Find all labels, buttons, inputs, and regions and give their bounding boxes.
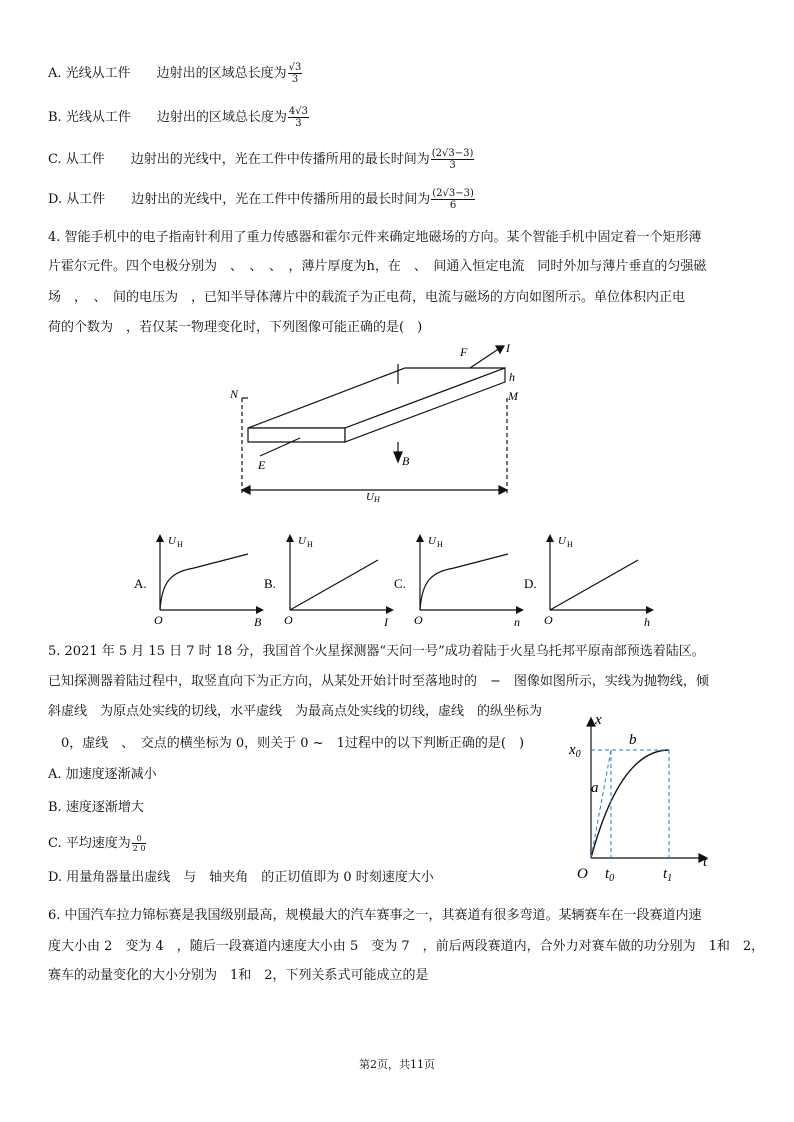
q4-line-3: 场 ， 、 间的电压为 ，已知半导体薄片中的载流子为正电荷，电流与磁场的方向如图所示。单位体积内正电 bbox=[48, 290, 686, 305]
graph-y-label: U bbox=[168, 535, 176, 547]
graph-origin-label: O bbox=[154, 613, 163, 627]
graph-y-sub: H bbox=[307, 540, 313, 549]
label-x0: $x_0$ bbox=[569, 742, 581, 760]
graph-y-label: U bbox=[428, 535, 436, 547]
graph-y-sub: H bbox=[437, 540, 443, 549]
fraction: $\frac{0}{2 0}$ bbox=[132, 834, 146, 853]
graph-y-label: U bbox=[558, 535, 566, 547]
fraction: $\frac{4√3}{3}$ bbox=[288, 106, 308, 129]
label-i: I bbox=[506, 341, 510, 355]
graph-x-label: h bbox=[644, 615, 650, 627]
graph-x-label: n bbox=[514, 615, 520, 627]
graph-x-arrow bbox=[516, 606, 524, 614]
q4-graphs bbox=[120, 532, 680, 627]
graph-option-label: B. bbox=[264, 576, 276, 591]
graph-x-arrow bbox=[256, 606, 264, 614]
graph-y-arrow bbox=[546, 534, 554, 542]
graph-curve bbox=[290, 560, 378, 610]
fraction: $\frac{(2√3-3)}{3}$ bbox=[431, 148, 474, 171]
q4-line-4: 荷的个数为 ，若仅某一物理变化时，下列图像可能正确的是( ) bbox=[48, 320, 423, 335]
i-arrow-line bbox=[470, 348, 500, 368]
fraction: $\frac{(2√3-3)}{6}$ bbox=[432, 188, 474, 211]
label-t0: $t_0$ bbox=[605, 866, 615, 884]
graph-y-label: U bbox=[298, 535, 306, 547]
page-footer: 第2页，共11页 bbox=[359, 1058, 435, 1071]
slab-right bbox=[345, 368, 505, 442]
graph-x-label: B bbox=[254, 615, 262, 627]
uh-arrow-left bbox=[242, 486, 250, 494]
q5-option-b: B. 速度逐渐增大 bbox=[48, 800, 144, 815]
q3-option-d: D. 从工件 边射出的光线中，光在工件中传播所用的最长时间为 $\frac{(2√3-3)}{6}$ bbox=[48, 188, 474, 211]
graph-option-label: D. bbox=[524, 576, 537, 591]
q6-line-3: 赛车的动量变化的大小分别为 1和 2，下列关系式可能成立的是 bbox=[48, 968, 429, 983]
graph-option-label: A. bbox=[134, 576, 147, 591]
label-t1: $t_1$ bbox=[663, 866, 673, 884]
graph-y-arrow bbox=[156, 534, 164, 542]
q3-option-b: B. 光线从工件 边射出的区域总长度为 $\frac{4√3}{3}$ bbox=[48, 106, 308, 129]
fraction: $\frac{√3}{3}$ bbox=[288, 62, 302, 85]
hall-element-figure bbox=[220, 338, 530, 503]
graph-x-arrow bbox=[646, 606, 654, 614]
q4-line-2: 片霍尔元件。四个电极分别为 、 、 、 ，薄片厚度为h，在 、 间通入恒定电流 同时外加与薄片垂直的匀强磁 bbox=[48, 259, 707, 274]
label-b: B bbox=[402, 454, 410, 468]
label-e: E bbox=[258, 458, 266, 472]
label-f: F bbox=[460, 345, 468, 359]
b-arrow-head bbox=[394, 452, 402, 462]
q5-line-2: 已知探测器着陆过程中，取竖直向下为正方向，从某处开始计时至落地时的 − 图像如图所示，实线为抛物线，倾 bbox=[48, 674, 709, 689]
label-uh: UH bbox=[366, 491, 380, 503]
q5-option-c: C. 平均速度为 $\frac{0}{2 0}$ bbox=[48, 834, 146, 853]
graph-y-sub: H bbox=[567, 540, 573, 549]
parabola-curve bbox=[591, 750, 669, 858]
label-b: b bbox=[629, 732, 637, 748]
graph-curve bbox=[420, 554, 508, 610]
q4-line-1: 4. 智能手机中的电子指南针利用了重力传感器和霍尔元件来确定地磁场的方向。某个智能手机中固定着一个矩形薄 bbox=[48, 230, 702, 245]
graph-origin-label: O bbox=[284, 613, 293, 627]
y-axis-arrow bbox=[587, 718, 595, 726]
label-x: x bbox=[595, 712, 602, 728]
graph-y-arrow bbox=[416, 534, 424, 542]
graph-y-sub: H bbox=[177, 540, 183, 549]
xt-graph bbox=[565, 708, 725, 886]
graph-y-arrow bbox=[286, 534, 294, 542]
q3-option-c: C. 从工件 边射出的光线中，光在工件中传播所用的最长时间为 $\frac{(2√3-3)}{3}$ bbox=[48, 148, 474, 171]
q5-line-3: 斜虚线 为原点处实线的切线，水平虚线 为最高点处实线的切线，虚线 的纵坐标为 bbox=[48, 704, 543, 719]
label-t: t bbox=[703, 854, 708, 870]
graph-curve bbox=[160, 554, 248, 610]
label-n: N bbox=[230, 387, 239, 401]
graph-x-label: I bbox=[384, 615, 388, 627]
graph-origin-label: O bbox=[544, 613, 553, 627]
q5-option-a: A. 加速度逐渐减小 bbox=[48, 767, 157, 782]
label-m: M bbox=[508, 389, 518, 403]
graph-option-label: C. bbox=[394, 576, 406, 591]
graph-x-arrow bbox=[386, 606, 394, 614]
q3-option-a: A. 光线从工件 边射出的区域总长度为 $\frac{√3}{3}$ bbox=[48, 62, 302, 85]
uh-arrow-right bbox=[499, 486, 507, 494]
q5-line-1: 5. 2021 年 5 月 15 日 7 时 18 分，我国首个火星探测器“天问一号”成功着陆于火星乌托邦平原南部预选着陆区。 bbox=[48, 644, 705, 659]
q5-line-4: 0，虚线 、 交点的横坐标为 0，则关于 0 ~ 1过程中的以下判断正确的是( ) bbox=[48, 736, 525, 751]
graph-origin-label: O bbox=[414, 613, 423, 627]
label-h: h bbox=[509, 370, 515, 384]
q5-option-d: D. 用量角器量出虚线 与 轴夹角 的正切值即为 0 时刻速度大小 bbox=[48, 870, 434, 885]
dashed-a bbox=[591, 750, 611, 858]
label-a: a bbox=[591, 780, 599, 796]
q6-line-2: 度大小由 2 变为 4 ，随后一段赛道内速度大小由 5 变为 7 ，前后两段赛道内，合外力对赛车做的功分别为 1和 2， bbox=[48, 939, 765, 954]
label-origin: O bbox=[577, 866, 588, 882]
q6-line-1: 6. 中国汽车拉力锦标赛是我国级别最高，规模最大的汽车赛事之一，其赛道有很多弯道。某辆赛车在一段赛道内速 bbox=[48, 908, 702, 923]
graph-curve bbox=[550, 560, 638, 610]
